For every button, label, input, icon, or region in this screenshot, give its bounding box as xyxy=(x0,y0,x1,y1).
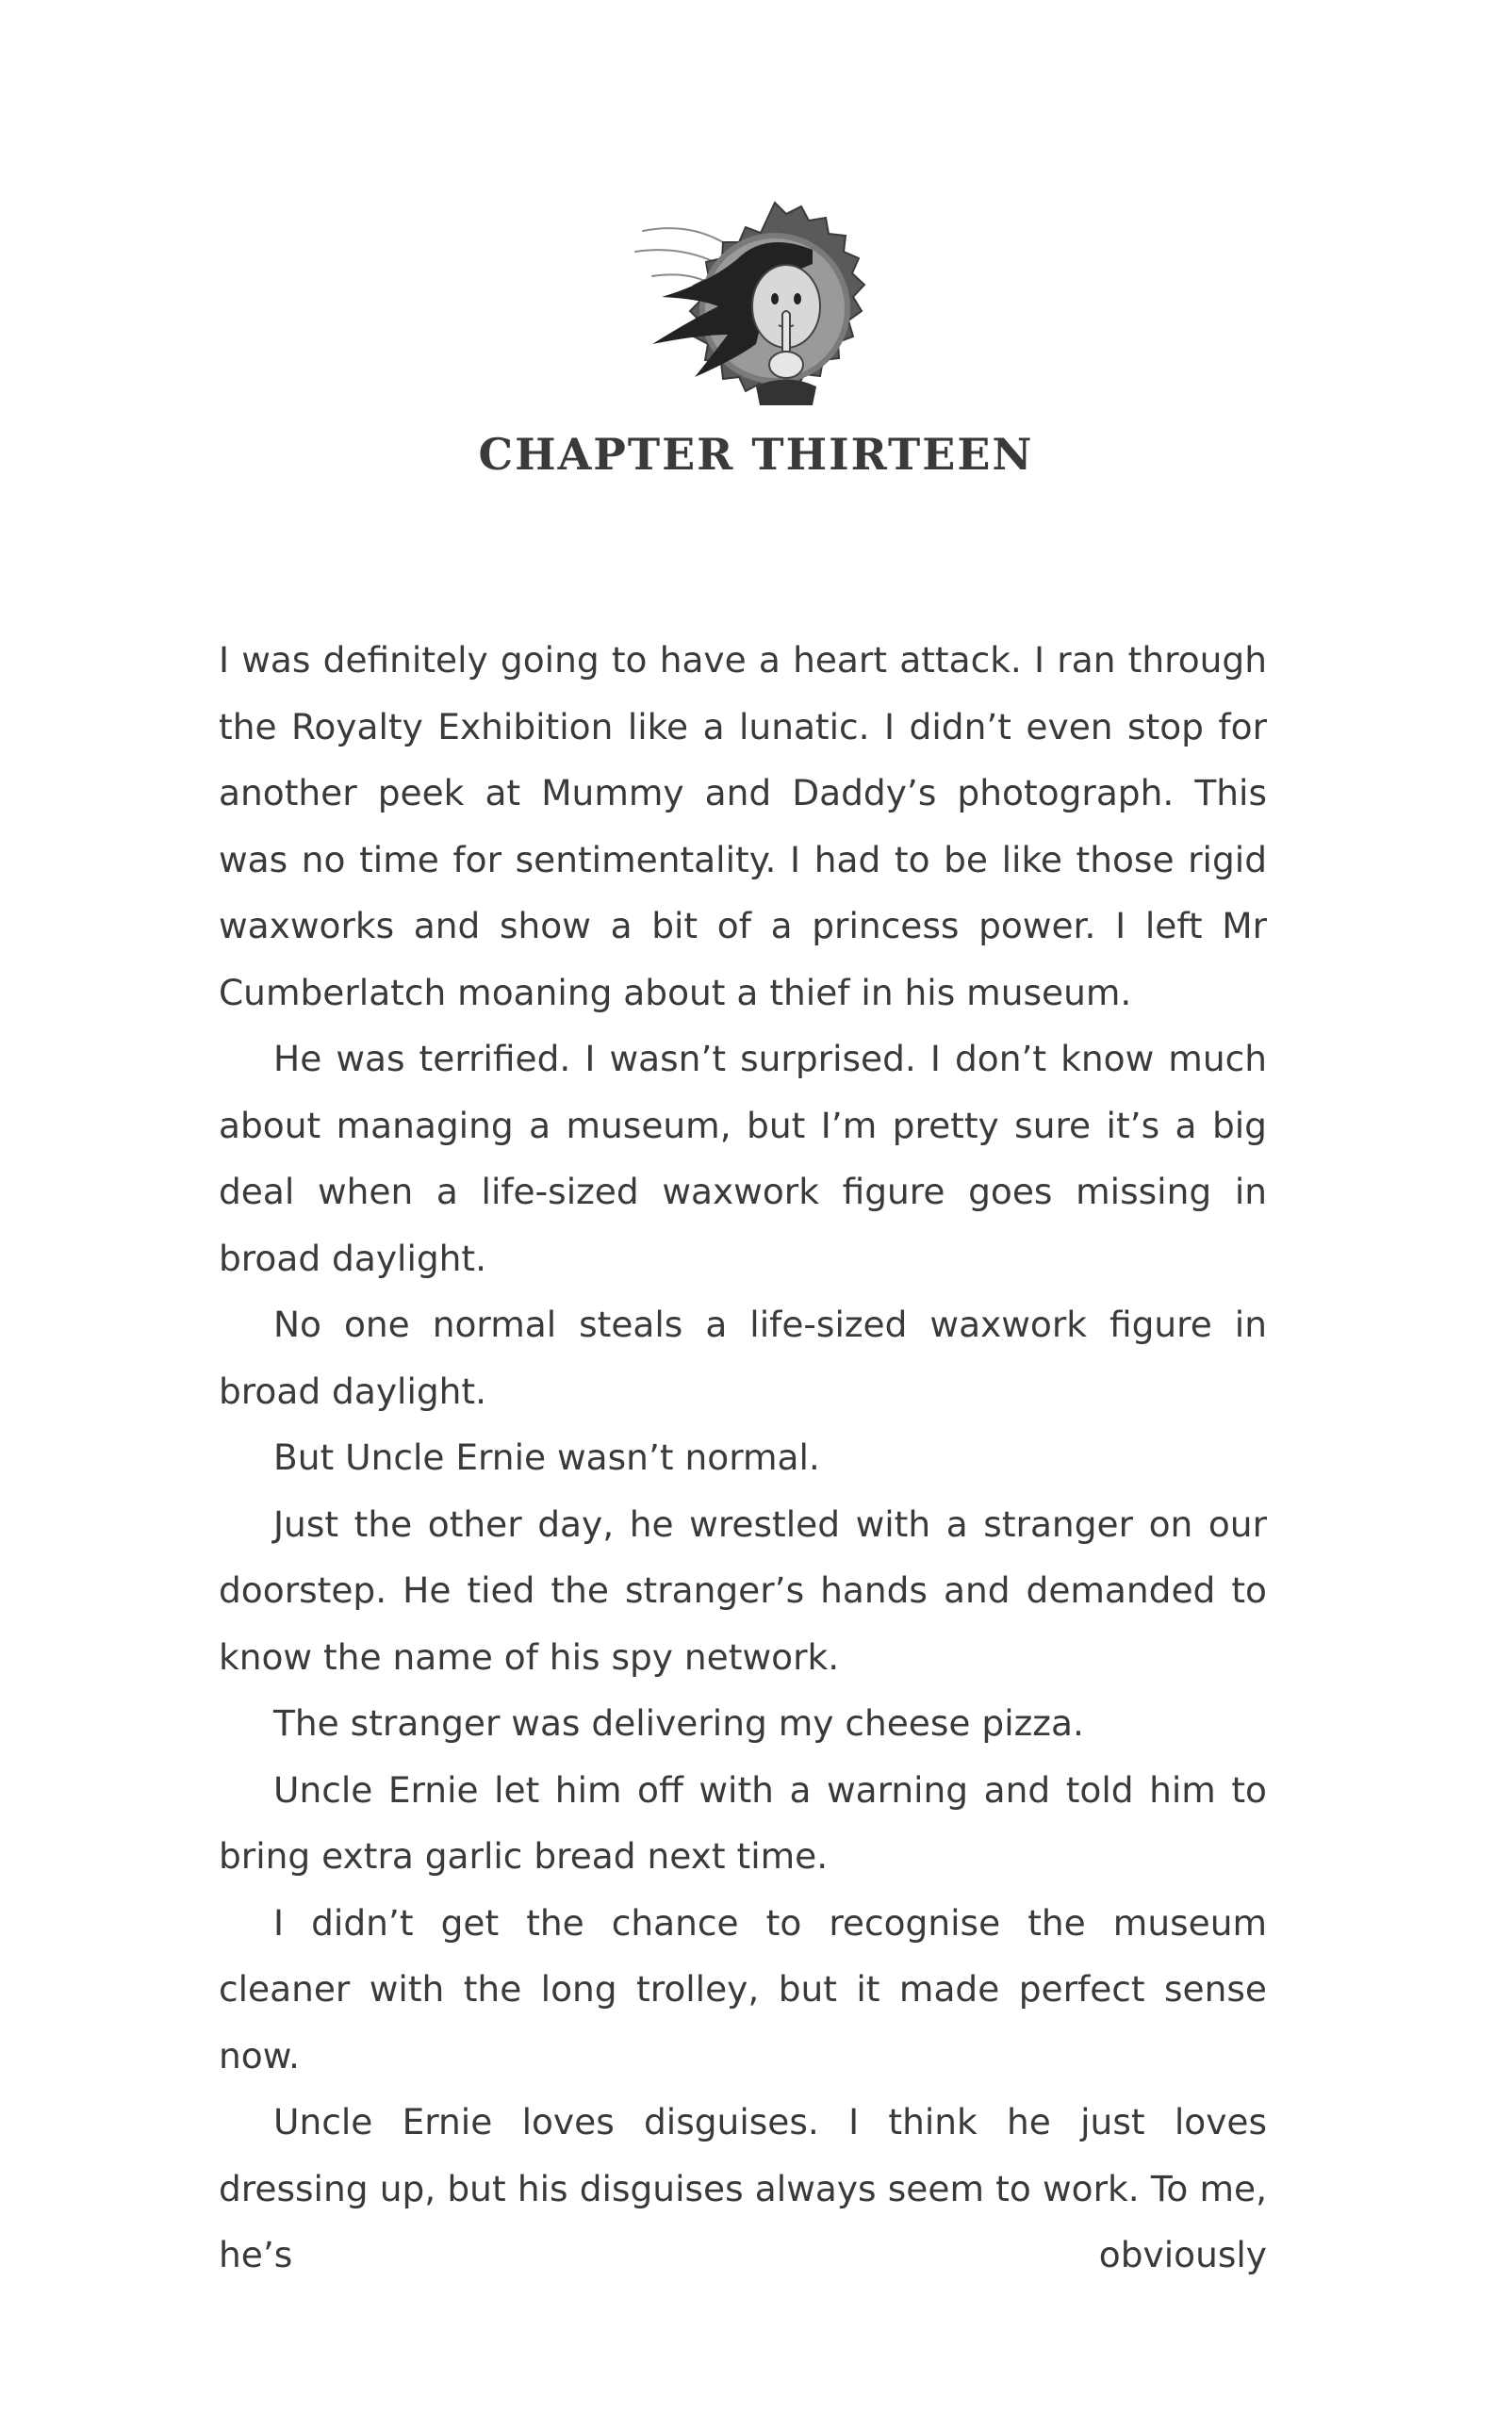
girl-shushing-icon xyxy=(624,193,888,429)
paragraph: I didn’t get the chance to recognise the museum cleaner with the long trolley, but it made perfect sense now. xyxy=(219,1901,1267,2076)
paragraph: Just the other day, he wrestled with a stranger on our doorstep. He tied the stranger’s hands and demanded to know the name of his spy network. xyxy=(219,1502,1267,1678)
paragraph: Uncle Ernie loves disguises. I think he just loves dressing up, but his disguises always seem to work. To me, he’s obviously xyxy=(219,2101,1267,2275)
paragraph: The stranger was delivering my cheese pizza. xyxy=(273,1702,1084,1744)
paragraph: He was terrified. I wasn’t surprised. I don’t know much about managing a museum, but I’m pretty sure it’s a big deal when a life-sized waxwork figure goes missing in broad daylight. xyxy=(219,1038,1267,1279)
paragraph: But Uncle Ernie wasn’t normal. xyxy=(273,1436,820,1478)
chapter-heading: CHAPTER THIRTEEN xyxy=(478,429,1034,480)
paragraph: Uncle Ernie let him off with a warning and told him to bring extra garlic bread next time. xyxy=(219,1768,1267,1877)
paragraph: I was definitely going to have a heart attack. I ran through the Royalty Exhibition like a lunatic. I didn’t even stop for another peek at Mummy and Daddy’s photograph. This was no time for sentimentality. I had to be like those rigid waxworks and show a bit of a princess power. I left Mr Cumberlatch moaning about a thief in his museum. xyxy=(219,639,1267,1013)
paragraph: No one normal steals a life-sized waxwork figure in broad daylight. xyxy=(219,1304,1267,1412)
chapter-body xyxy=(219,627,1267,2289)
